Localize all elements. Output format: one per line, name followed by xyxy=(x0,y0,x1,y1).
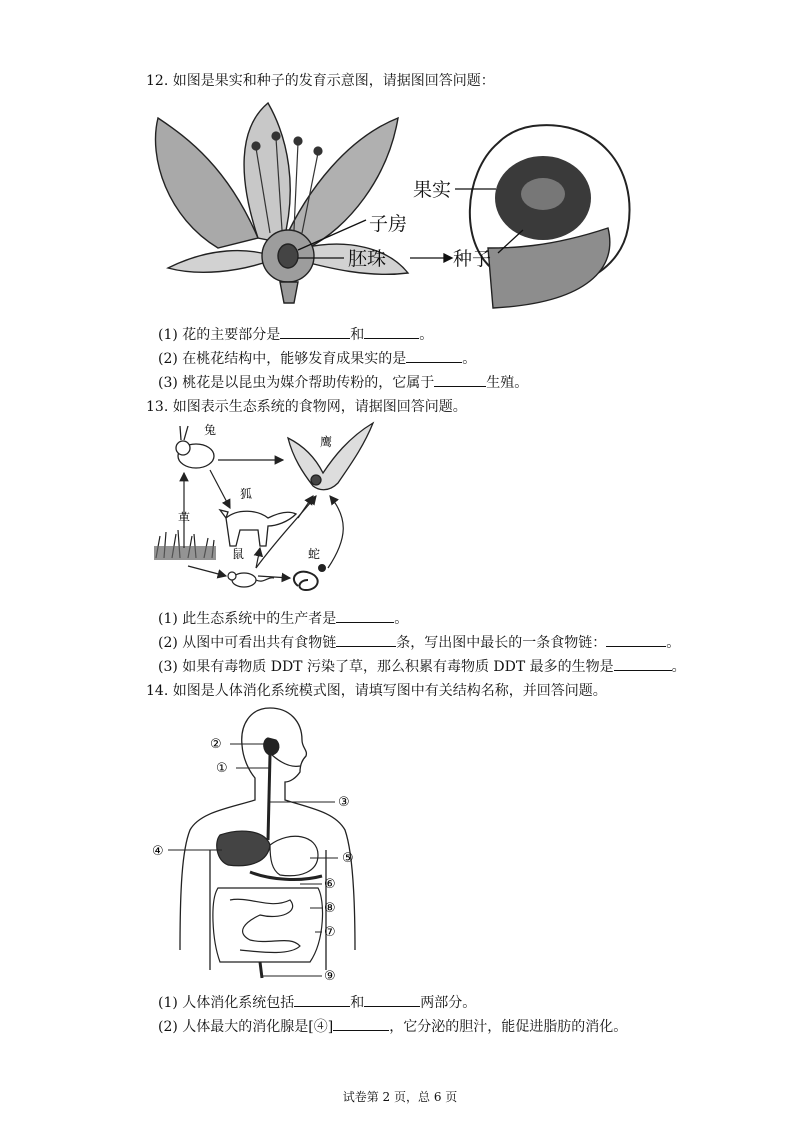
q12-sub1: (1) 花的主要部分是 和 。 xyxy=(158,327,434,343)
label-n5: ⑤ xyxy=(342,851,354,866)
fruit-seed-development-figure xyxy=(148,98,638,310)
q13-title: 13. 如图表示生态系统的食物网，请据图回答问题。 xyxy=(146,399,467,415)
label-snake: 蛇 xyxy=(308,547,321,561)
snake-drawing xyxy=(294,565,325,590)
q14-title: 14. 如图是人体消化系统模式图，请填写图中有关结构名称，并回答问题。 xyxy=(146,683,607,699)
flower-drawing xyxy=(156,103,409,303)
q14-sub2: (2) 人体最大的消化腺是[④] ，它分泌的胆汁，能促进脂肪的消化。 xyxy=(158,1019,628,1035)
answer-blank[interactable] xyxy=(336,610,394,623)
answer-blank[interactable] xyxy=(434,374,486,387)
mouse-drawing xyxy=(228,572,274,587)
q13-sub3: (3) 如果有毒物质 DDT 污染了草，那么积累有毒物质 DDT 最多的生物是 。 xyxy=(158,659,686,675)
label-fruit: 果实 xyxy=(413,179,452,201)
label-n3: ③ xyxy=(338,795,350,810)
answer-blank[interactable] xyxy=(280,326,350,339)
q13-sub1: (1) 此生态系统中的生产者是 。 xyxy=(158,611,409,627)
answer-blank[interactable] xyxy=(294,994,350,1007)
label-seed: 种子 xyxy=(453,248,492,270)
answer-blank[interactable] xyxy=(333,1018,389,1031)
label-n8: ⑧ xyxy=(324,901,336,916)
q12-title: 12. 如图是果实和种子的发育示意图，请据图回答问题： xyxy=(146,73,495,89)
label-fox: 狐 xyxy=(240,487,253,501)
digestive-organs xyxy=(213,738,323,978)
food-web-figure xyxy=(148,418,388,600)
q13-sub2: (2) 从图中可看出共有食物链 条，写出图中最长的一条食物链： 。 xyxy=(158,635,681,651)
label-ovule: 胚珠 xyxy=(348,248,387,270)
answer-blank[interactable] xyxy=(364,326,419,339)
label-n6: ⑥ xyxy=(324,877,336,892)
q12-sub3: (3) 桃花是以昆虫为媒介帮助传粉的，它属于 生殖。 xyxy=(158,375,529,391)
label-eagle: 鹰 xyxy=(320,435,333,449)
label-mouse: 鼠 xyxy=(232,547,245,561)
label-grass: 草 xyxy=(178,511,191,525)
q14-sub1: (1) 人体消化系统包括 和 两部分。 xyxy=(158,995,477,1011)
answer-blank[interactable] xyxy=(606,634,666,647)
q12-sub2: (2) 在桃花结构中，能够发育成果实的是 。 xyxy=(158,351,477,367)
digestive-system-figure xyxy=(150,700,380,982)
label-ovary: 子房 xyxy=(369,213,408,235)
eagle-drawing xyxy=(288,423,373,490)
label-n2: ② xyxy=(210,737,222,752)
grass-drawing xyxy=(154,530,216,560)
peach-drawing xyxy=(470,125,630,308)
label-rabbit: 兔 xyxy=(204,423,217,437)
answer-blank[interactable] xyxy=(336,634,396,647)
answer-blank[interactable] xyxy=(406,350,462,363)
label-n4: ④ xyxy=(152,844,164,859)
answer-blank[interactable] xyxy=(364,994,420,1007)
label-n1: ① xyxy=(216,761,228,776)
page-footer: 试卷第 2 页，总 6 页 xyxy=(342,1090,458,1104)
answer-blank[interactable] xyxy=(614,658,672,671)
label-n9: ⑨ xyxy=(324,969,336,982)
fox-drawing xyxy=(220,510,296,546)
label-n7: ⑦ xyxy=(324,925,336,940)
